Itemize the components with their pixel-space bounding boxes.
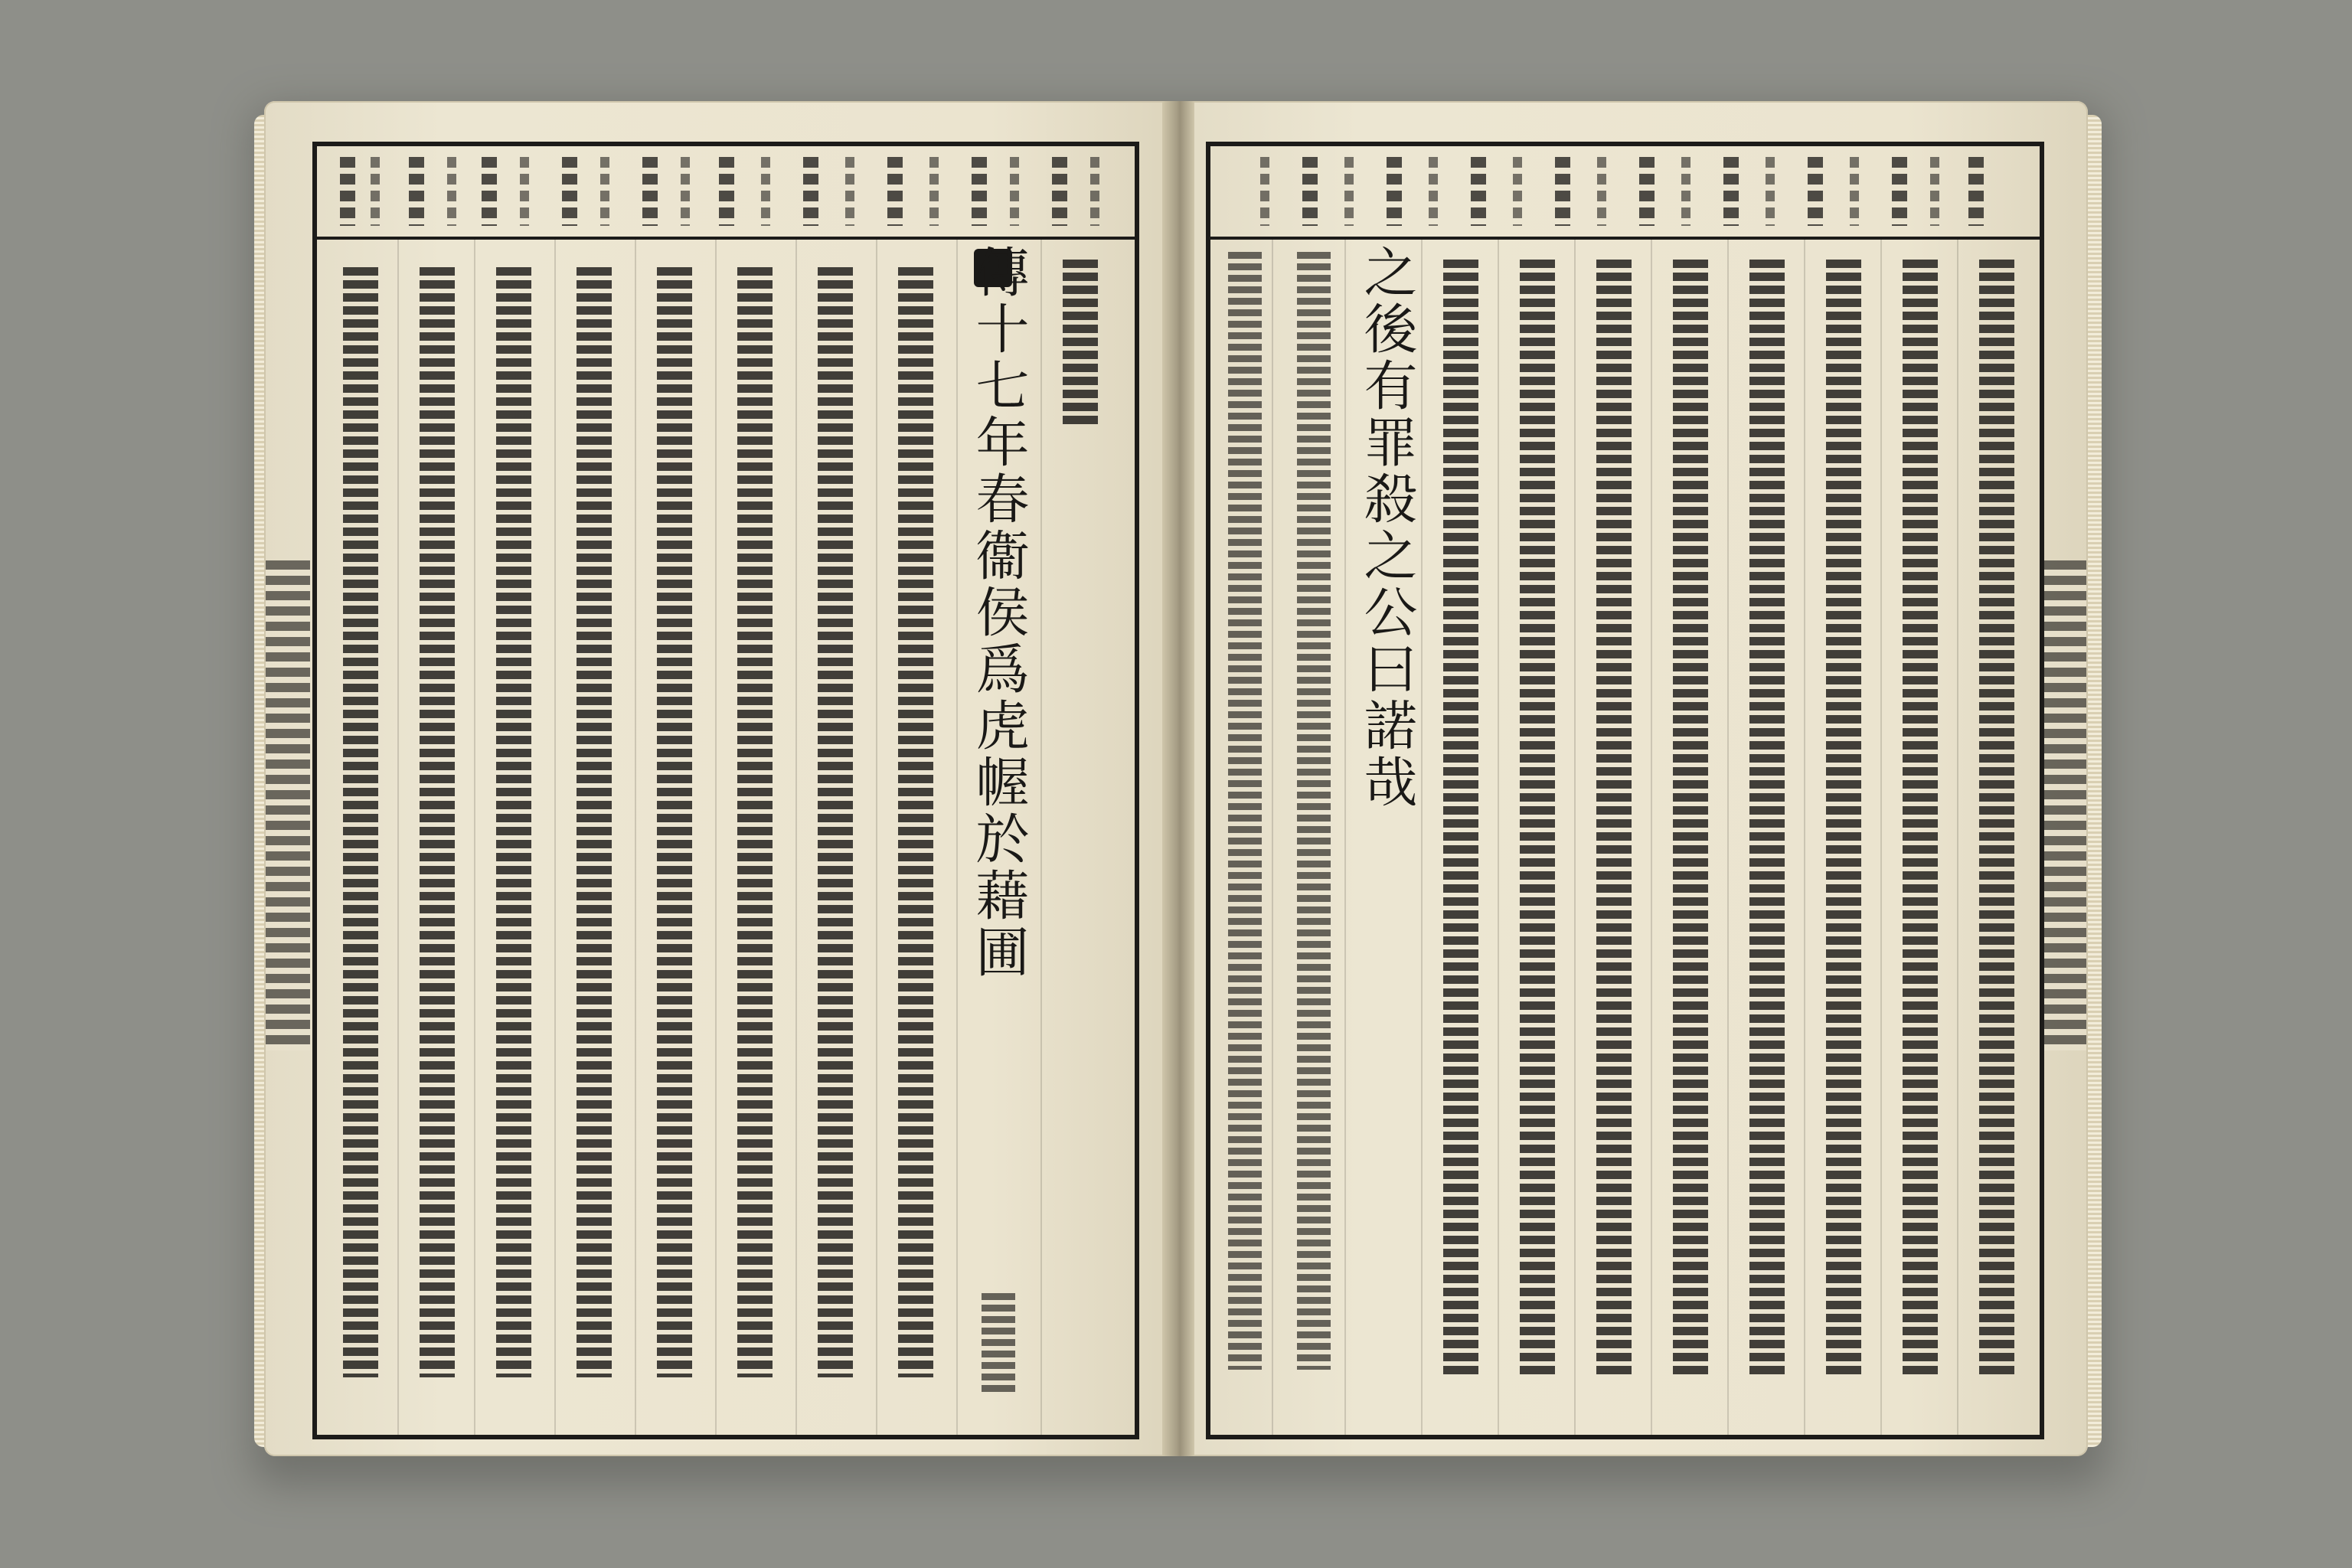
book-gutter xyxy=(1162,101,1194,1456)
right-col-7 xyxy=(1509,244,1570,1427)
left-col-9 xyxy=(409,244,470,1427)
left-header-glossary xyxy=(317,146,1135,240)
left-col-8 xyxy=(485,244,547,1427)
right-fold-margin-strip xyxy=(2042,560,2086,1050)
right-col-6 xyxy=(1586,244,1647,1427)
right-col-5 xyxy=(1662,244,1723,1427)
right-col-11 xyxy=(1214,244,1276,1427)
right-col-2 xyxy=(1892,244,1953,1427)
right-col-4 xyxy=(1739,244,1800,1427)
left-col-5 xyxy=(727,244,788,1427)
right-col-8 xyxy=(1432,244,1494,1427)
left-col-10 xyxy=(332,244,394,1427)
right-header-glossary xyxy=(1210,146,2040,240)
right-col-10 xyxy=(1283,244,1344,1427)
left-col-1 xyxy=(1052,244,1113,1427)
right-col-3 xyxy=(1815,244,1877,1427)
left-col-4 xyxy=(807,244,868,1427)
right-text-frame xyxy=(1206,142,2044,1439)
left-fold-margin-strip xyxy=(266,560,310,1050)
left-col-2: 傳十七年春衞侯爲虎幄於藉圃 xyxy=(968,244,1029,1427)
left-col-3 xyxy=(887,244,949,1427)
left-col-6 xyxy=(646,244,707,1427)
left-col-7 xyxy=(566,244,627,1427)
left-text-frame xyxy=(312,142,1139,1439)
right-col-1 xyxy=(1968,244,2030,1427)
right-col-9: 之後有罪殺之公曰諾哉 xyxy=(1355,244,1418,811)
